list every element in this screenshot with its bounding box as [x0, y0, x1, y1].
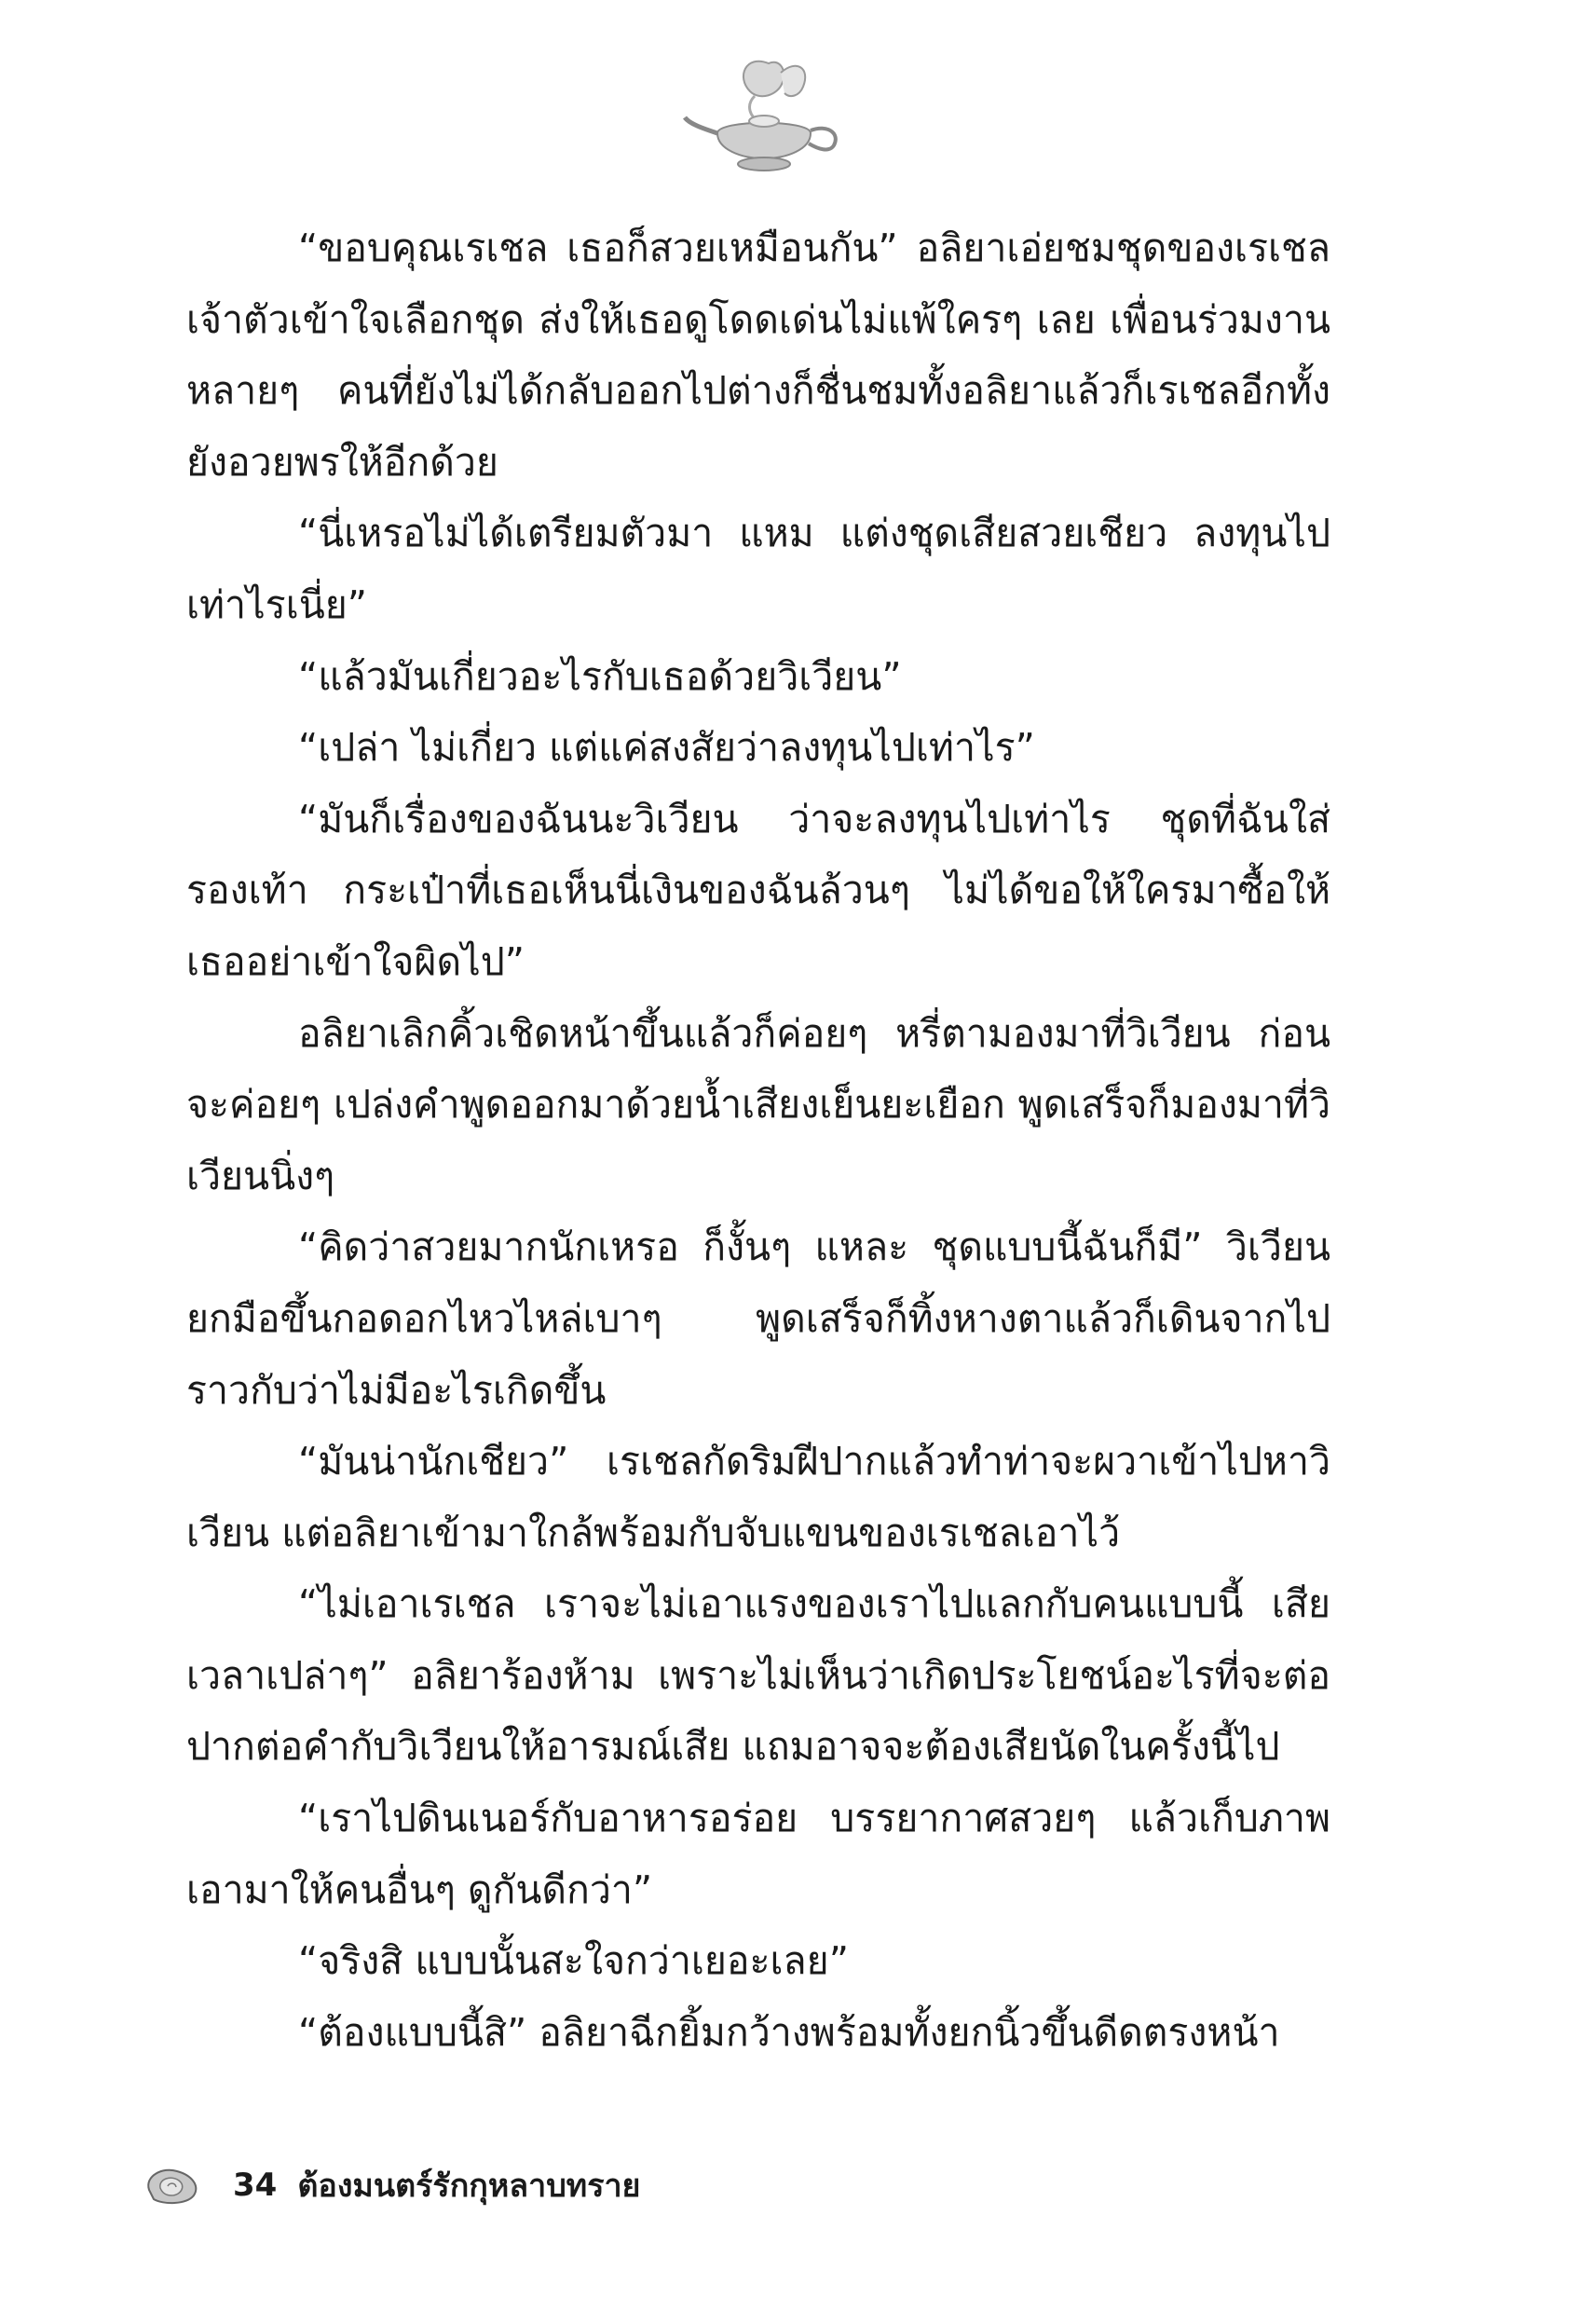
paragraph: อลิยาเลิกคิ้วเชิดหน้าขึ้นแล้วก็ค่อยๆ หรี่ตามองมาที่วิเวียน ก่อนจะค่อยๆ เปล่งคำพูดออกมาด้วยน้ำเสียงเย็นยะเยือก พูดเสร็จก็มองมาที่วิเวียนนิ่งๆ	[186, 1010, 1330, 1198]
paragraph: “คิดว่าสวยมากนักเหรอ ก็งั้นๆ แหละ ชุดแบบนี้ฉันก็มี” วิเวียนยกมือขึ้นกอดอกไหวไหล่เบาๆ พูดเสร็จก็ทิ้งหางตาแล้วก็เดินจากไป ราวกับว่าไม่มีอะไรเกิดขึ้น	[186, 1224, 1330, 1413]
paragraph: “จริงสิ แบบนั้นสะใจกว่าเยอะเลย”	[298, 1938, 849, 1984]
page-number: 34	[233, 2167, 278, 2204]
book-title: ต้องมนตร์รักกุหลาบทราย	[297, 2167, 641, 2205]
paragraph: “มันก็เรื่องของฉันนะวิเวียน ว่าจะลงทุนไปเท่าไร ชุดที่ฉันใส่ รองเท้า กระเป๋าที่เธอเห็นนี่เงินของฉันล้วนๆ ไม่ได้ขอให้ใครมาซื้อให้ เธออย่าเข้าใจผิดไป”	[186, 796, 1330, 984]
paragraph: “ไม่เอาเรเชล เราจะไม่เอาแรงของเราไปแลกกับคนแบบนี้ เสียเวลาเปล่าๆ” อลิยาร้องห้าม เพราะไม่เห็นว่าเกิดประโยชน์อะไรที่จะต่อปากต่อคำกับวิเวียนให้อารมณ์เสีย แถมอาจจะต้องเสียนัดในครั้งนี้ไป	[186, 1581, 1330, 1770]
genie-lamp-icon	[680, 45, 848, 175]
story-text	[186, 212, 1330, 2068]
paragraph: “นี่เหรอไม่ได้เตรียมตัวมา แหม แต่งชุดเสียสวยเชียว ลงทุนไปเท่าไรเนี่ย”	[186, 511, 1330, 627]
rose-icon	[140, 2162, 205, 2208]
paragraph: “มันน่านักเชียว” เรเชลกัดริมฝีปากแล้วทำท่าจะผวาเข้าไปหาวิเวียน แต่อลิยาเข้ามาใกล้พร้อมกับจับแขนของเรเชลเอาไว้	[186, 1439, 1330, 1555]
paragraph: “เราไปดินเนอร์กับอาหารอร่อย บรรยากาศสวยๆ แล้วเก็บภาพเอามาให้คนอื่นๆ ดูกันดีกว่า”	[186, 1796, 1330, 1912]
paragraph: “ต้องแบบนี้สิ” อลิยาฉีกยิ้มกว้างพร้อมทั้งยกนิ้วขึ้นดีดตรงหน้า	[298, 2009, 1280, 2055]
paragraph: “เปล่า ไม่เกี่ยว แต่แค่สงสัยว่าลงทุนไปเท่าไร”	[298, 725, 1035, 771]
paragraph: “แล้วมันเกี่ยวอะไรกับเธอด้วยวิเวียน”	[298, 653, 902, 699]
page-footer	[140, 2153, 640, 2218]
paragraph: “ขอบคุณเรเชล เธอก็สวยเหมือนกัน” อลิยาเอ่ยชมชุดของเรเชล เจ้าตัวเข้าใจเลือกชุด ส่งให้เธอดูโดดเด่นไม่แพ้ใครๆ เลย เพื่อนร่วมงานหลายๆ คนที่ยังไม่ได้กลับออกไปต่างก็ชื่นชมทั้งอลิยาแล้วก็เรเชลอีกทั้งยังอวยพรให้อีกด้วย	[186, 226, 1330, 485]
